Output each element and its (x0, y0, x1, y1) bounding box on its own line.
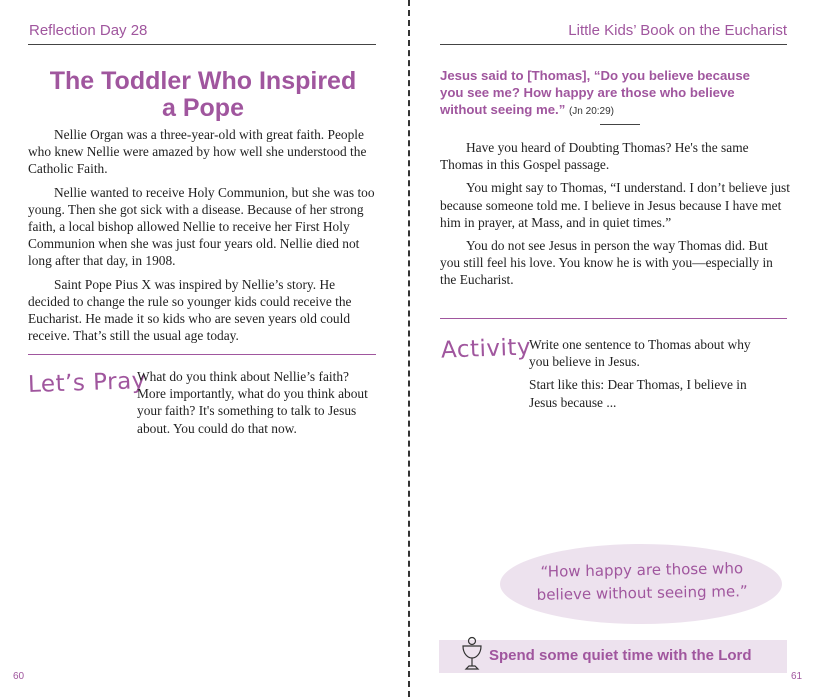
left-page-number: 60 (13, 671, 25, 682)
quote-reference: (Jn 20:29) (568, 106, 614, 117)
closing-banner (439, 640, 787, 673)
right-section-rule (440, 318, 787, 319)
page-gutter-divider (408, 0, 410, 697)
title-line-2: a Pope (162, 94, 244, 122)
left-running-header: Reflection Day 28 (29, 22, 148, 39)
activity-line: Start like this: Dear Thomas, I believe in Jesus because ... (529, 377, 747, 410)
paragraph: You do not see Jesus in person the way Thomas did. But you still feel his love. You know he is with you—especially in the Eucharist. (440, 238, 773, 288)
lets-pray-label: Let’s Pray (27, 367, 147, 399)
right-running-header: Little Kids’ Book on the Eucharist (568, 22, 787, 39)
right-header-rule (440, 44, 787, 45)
scripture-quote (440, 67, 775, 120)
right-body-text (440, 139, 790, 295)
paragraph: Saint Pope Pius X was inspired by Nellie’s story. He decided to change the rule so younger kids could receive the Eucharist. He made it so kids who are seven years old could receive. That’s still the usual age today. (28, 276, 352, 344)
left-body-text (28, 126, 378, 350)
paragraph: Have you heard of Doubting Thomas? He's the same Thomas in this Gospel passage. (440, 140, 749, 173)
bubble-quote-text: “How happy are those who believe without seeing me.” (536, 559, 748, 604)
left-header-rule (28, 44, 376, 45)
left-section-rule (28, 354, 376, 355)
activity-text (529, 336, 774, 411)
title-line-1: The Toddler Who Inspired (49, 67, 357, 95)
quote-text: Jesus said to [Thomas], “Do you believe because you see me? How happy are those who believe without seeing me.” (440, 68, 751, 117)
pray-text: What do you think about Nellie’s faith? More importantly, what do you think about your faith? It's something to talk to Jesus about. You could do that now. (137, 369, 368, 436)
paragraph: You might say to Thomas, “I understand. I don’t believe just because someone told me. I believe in Jesus because I have met him in prayer, at Mass, and in quiet times.” (440, 180, 790, 230)
activity-label: Activity (440, 334, 532, 364)
paragraph: Nellie Organ was a three-year-old with great faith. People who knew Nellie were amazed by how well she understood the Catholic Faith. (28, 127, 367, 177)
activity-line: Write one sentence to Thomas about why you believe in Jesus. (529, 337, 751, 370)
right-page-number: 61 (791, 671, 803, 682)
paragraph: Nellie wanted to receive Holy Communion, but she was too young. Then she got sick with a disease. Because of her strong faith, a local bishop allowed Nellie to receive her First Holy Communion when she was just four years old. Nellie died not long after that day, in 1908. (28, 184, 375, 269)
banner-text: Spend some quiet time with the Lord (489, 647, 752, 664)
chalice-icon (461, 636, 483, 677)
quote-short-rule (600, 124, 640, 125)
page-title (28, 68, 378, 122)
